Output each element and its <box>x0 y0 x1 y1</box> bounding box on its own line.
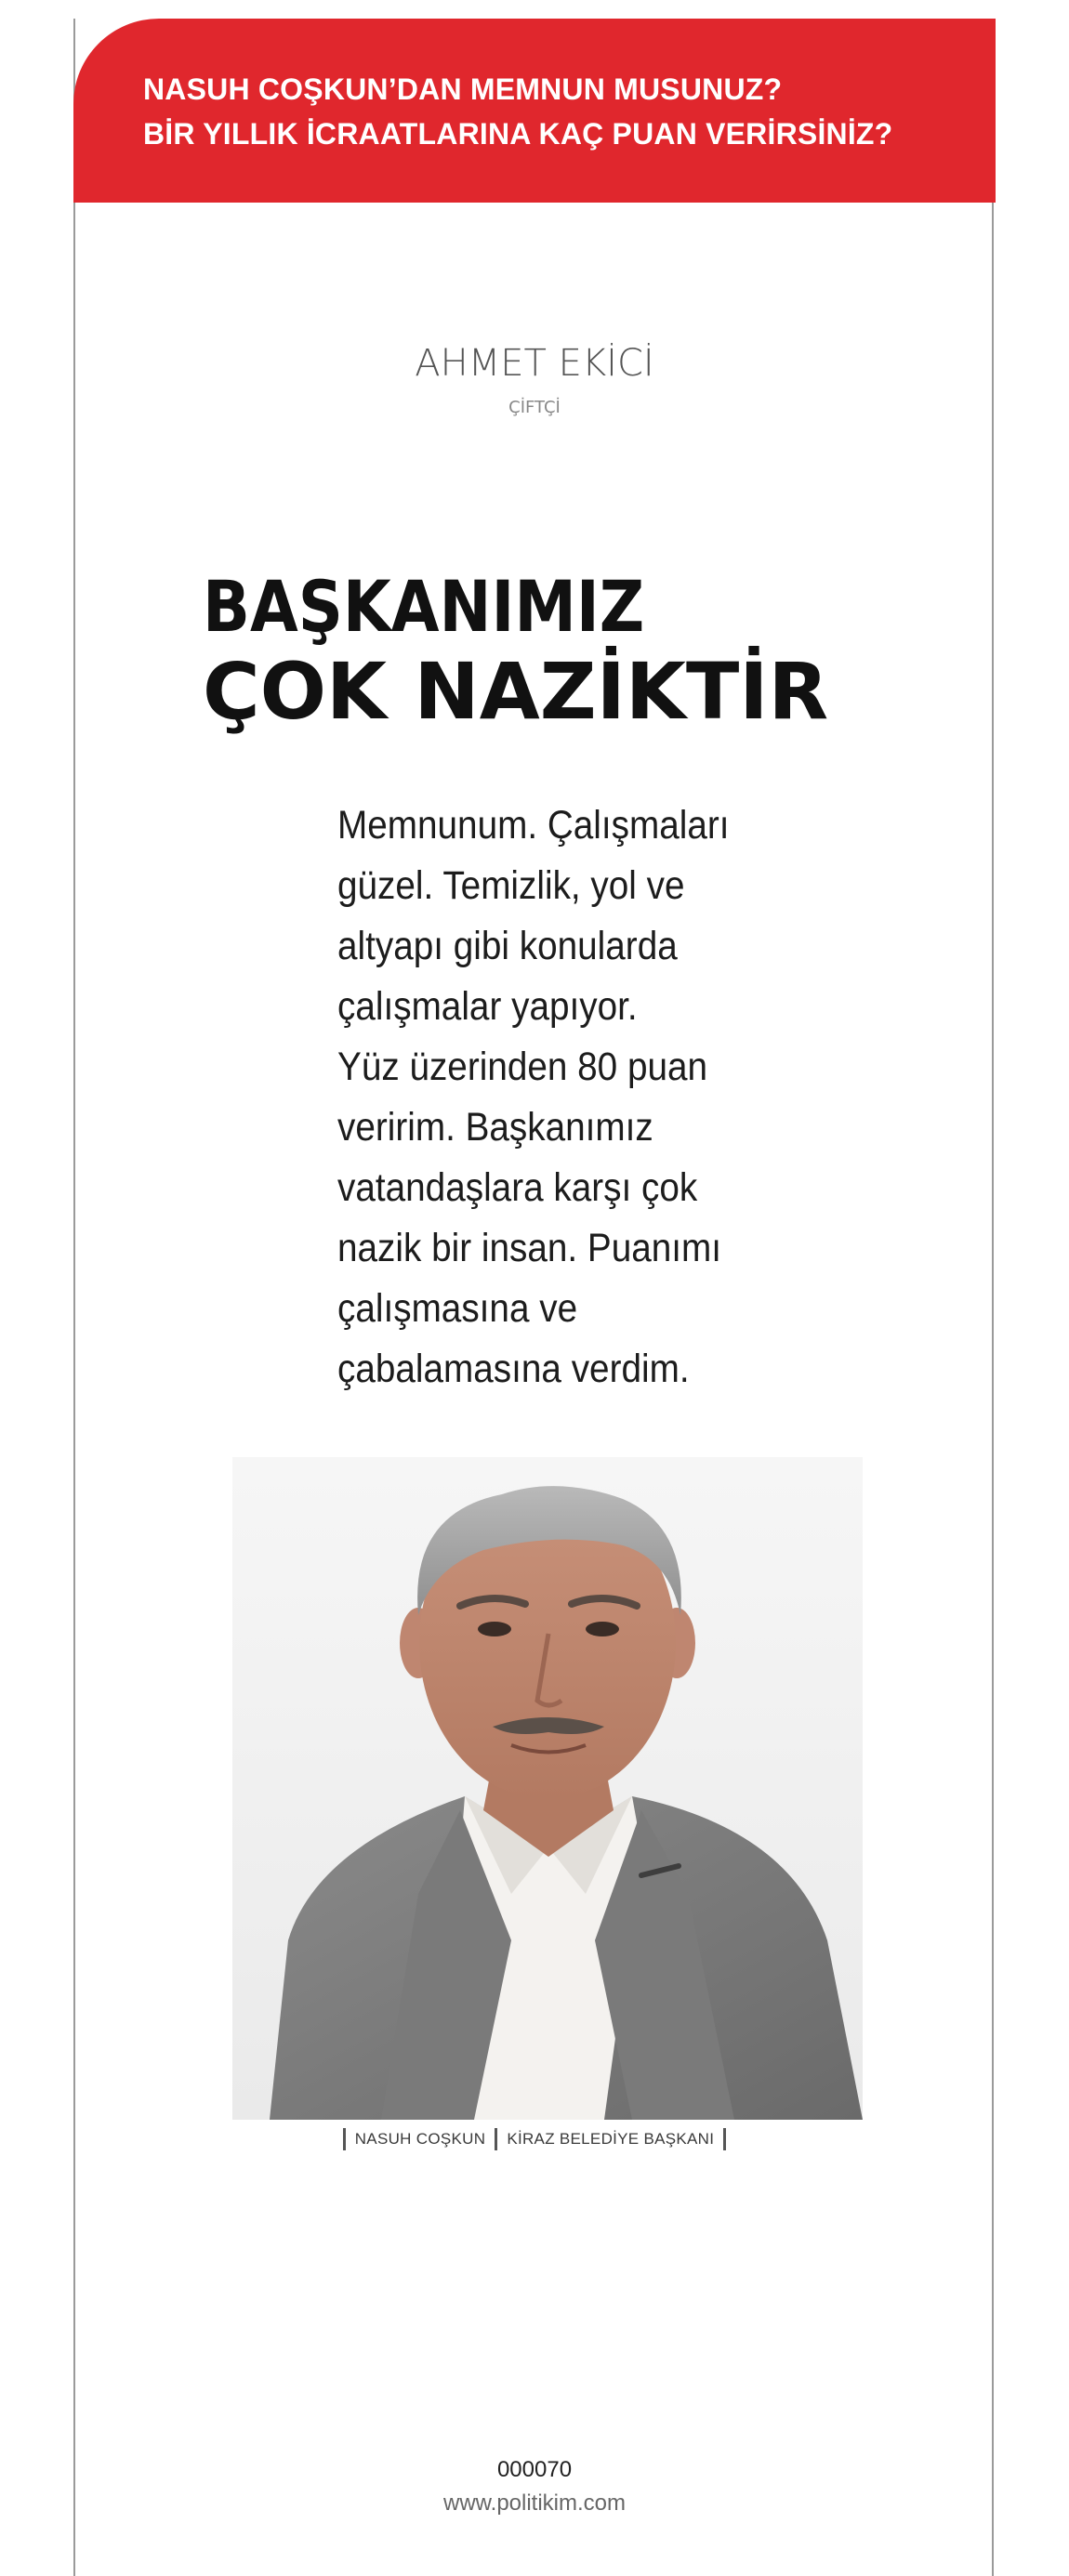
caption-divider <box>343 2128 346 2150</box>
article-code: 000070 <box>496 2457 573 2482</box>
banner-question-line-1: NASUH COŞKUN’DAN MEMNUN MUSUNUZ? <box>143 72 783 106</box>
caption-divider <box>495 2128 497 2150</box>
quote-line: vatandaşlara karşı çok <box>337 1165 698 1210</box>
interviewee-name: AHMET EKİCİ <box>415 342 654 385</box>
quote-line: nazik bir insan. Puanımı <box>337 1226 722 1270</box>
banner-question-line-2: BİR YILLIK İCRAATLARINA KAÇ PUAN VERİRSİNİZ? <box>143 117 893 151</box>
quote-line: veririm. Başkanımız <box>337 1105 653 1150</box>
quote-line: güzel. Temizlik, yol ve <box>337 863 685 908</box>
caption-name: NASUH COŞKUN <box>354 2130 486 2148</box>
quote-line: Yüz üzerinden 80 puan <box>337 1045 708 1089</box>
quote-line: Memnunum. Çalışmaları <box>337 803 730 848</box>
photo-caption <box>0 2128 1069 2150</box>
portrait-illustration <box>232 1457 863 2120</box>
quote-line: çabalamasına verdim. <box>337 1347 690 1391</box>
headline-line-2: ÇOK NAZİKTİR <box>203 646 829 737</box>
website-link[interactable]: www.politikim.com <box>442 2491 627 2516</box>
caption-title: KİRAZ BELEDİYE BAŞKANI <box>507 2130 715 2148</box>
headline-line-1: BAŞKANIMIZ <box>203 565 645 648</box>
quote-body <box>337 795 774 1400</box>
caption-divider <box>723 2128 726 2150</box>
interviewee-occupation: ÇİFTÇİ <box>508 398 561 417</box>
headline <box>203 567 828 736</box>
quote-line: çalışmalar yapıyor. <box>337 984 638 1029</box>
quote-line: altyapı gibi konularda <box>337 924 678 968</box>
quote-line: çalışmasına ve <box>337 1286 578 1331</box>
question-banner <box>73 19 996 203</box>
mayor-portrait-photo <box>232 1457 863 2120</box>
